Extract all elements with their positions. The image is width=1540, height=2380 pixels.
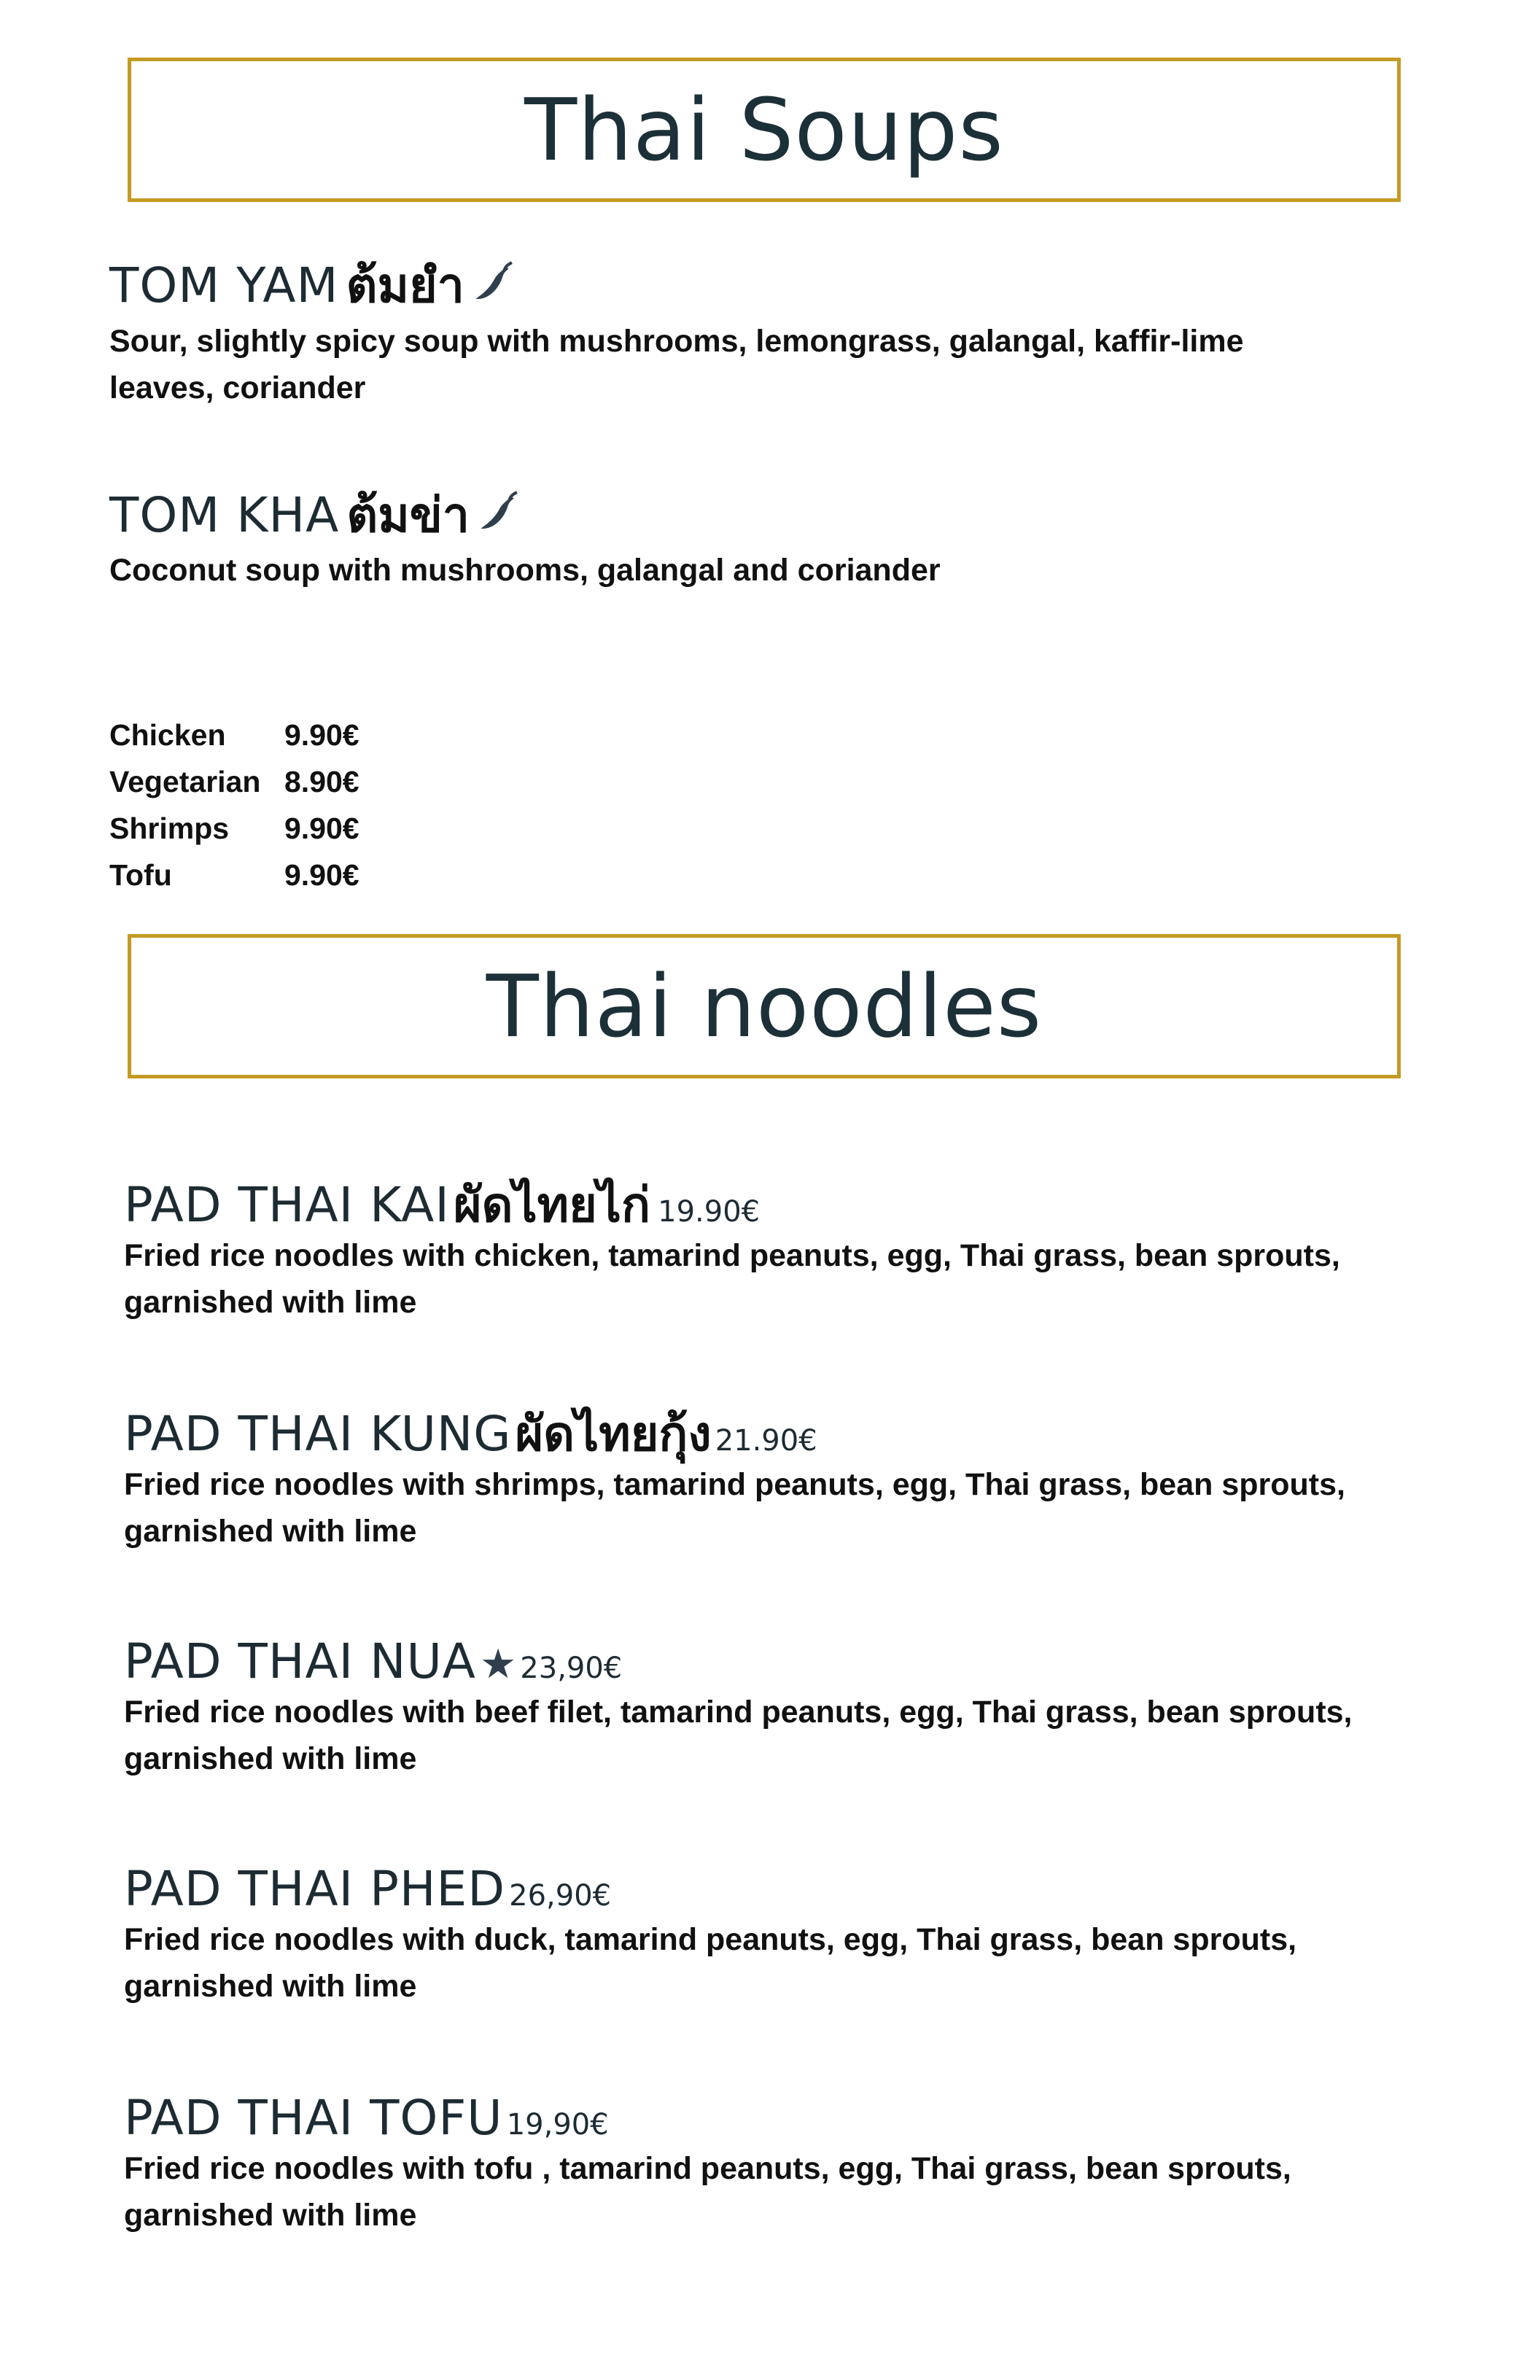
noodles-title: Thai noodles [486,956,1043,1057]
item-name: PAD THAI KAI [124,1177,450,1233]
menu-item-pad-thai-nua [124,1633,623,1689]
price-row-shrimps [109,814,359,844]
item-price: 23,90€ [520,1652,623,1685]
price-value: 8.90€ [284,765,359,798]
item-name: PAD THAI TOFU [124,2090,503,2146]
item-name: PAD THAI NUA [124,1633,476,1689]
star-icon: ★ [480,1641,517,1688]
price-row-tofu [109,860,359,890]
price-label: Shrimps [109,812,230,845]
price-value: 9.90€ [284,858,359,892]
item-thai-name: ต้มข่า [346,487,470,543]
menu-item-pad-thai-kai [124,1177,761,1233]
menu-item-tom-kha [109,487,518,543]
item-thai-name: ต้มยำ [346,257,464,314]
item-name: PAD THAI PHED [124,1861,506,1917]
description-line: Sour, slightly spicy soup with mushrooms, lemongrass, galangal, kaffir-lime [109,324,1244,359]
item-description [109,318,1244,411]
item-thai-name: ผัดไทยไก่ [453,1177,650,1233]
menu-item-pad-thai-kung [124,1406,817,1462]
description-line: Fried rice noodles with duck, tamarind peanuts, egg, Thai grass, bean sprouts, [124,1922,1297,1957]
description-line: Fried rice noodles with chicken, tamarind peanuts, egg, Thai grass, bean sprouts, [124,1238,1340,1273]
item-description [124,2145,1291,2239]
soups-title: Thai Soups [524,79,1004,180]
menu-item-pad-thai-tofu [124,2090,609,2146]
description-line: garnished with lime [124,1741,417,1776]
item-name: PAD THAI KUNG [124,1406,512,1462]
description-line: Fried rice noodles with beef filet, tamarind peanuts, egg, Thai grass, bean sprouts, [124,1695,1353,1730]
item-price: 21.90€ [715,1424,817,1458]
description-line: Coconut soup with mushrooms, galangal and coriander [109,553,941,588]
item-price: 19.90€ [658,1195,761,1229]
chili-icon [468,260,513,307]
description-line: garnished with lime [124,1514,417,1549]
item-thai-name: ผัดไทยกุ้ง [515,1406,712,1462]
chili-icon [473,489,518,537]
item-price: 26,90€ [509,1879,612,1913]
description-line: garnished with lime [124,1969,417,2004]
menu-item-tom-yam [109,257,513,314]
noodles-header-box [128,934,1401,1078]
description-line: leaves, coriander [109,370,366,405]
soups-header-box [128,58,1401,202]
price-value: 9.90€ [284,812,359,845]
price-value: 9.90€ [284,718,359,752]
description-line: garnished with lime [124,1285,417,1320]
price-label: Tofu [109,858,172,892]
menu-item-pad-thai-phed [124,1861,612,1917]
description-line: Fried rice noodles with shrimps, tamarind peanuts, egg, Thai grass, bean sprouts, [124,1467,1345,1502]
description-line: garnished with lime [124,2198,417,2233]
item-name: TOM KHA [109,487,340,543]
item-name: TOM YAM [109,257,339,314]
item-description [124,1232,1340,1326]
item-description [109,547,941,594]
price-row-vegetarian [109,767,359,797]
item-description [124,1689,1353,1782]
item-price: 19,90€ [506,2108,609,2142]
price-label: Vegetarian [109,765,261,798]
price-row-chicken [109,720,359,750]
description-line: Fried rice noodles with tofu , tamarind peanuts, egg, Thai grass, bean sprouts, [124,2151,1291,2186]
item-description [124,1461,1345,1555]
price-label: Chicken [109,718,226,752]
item-description [124,1916,1296,2010]
